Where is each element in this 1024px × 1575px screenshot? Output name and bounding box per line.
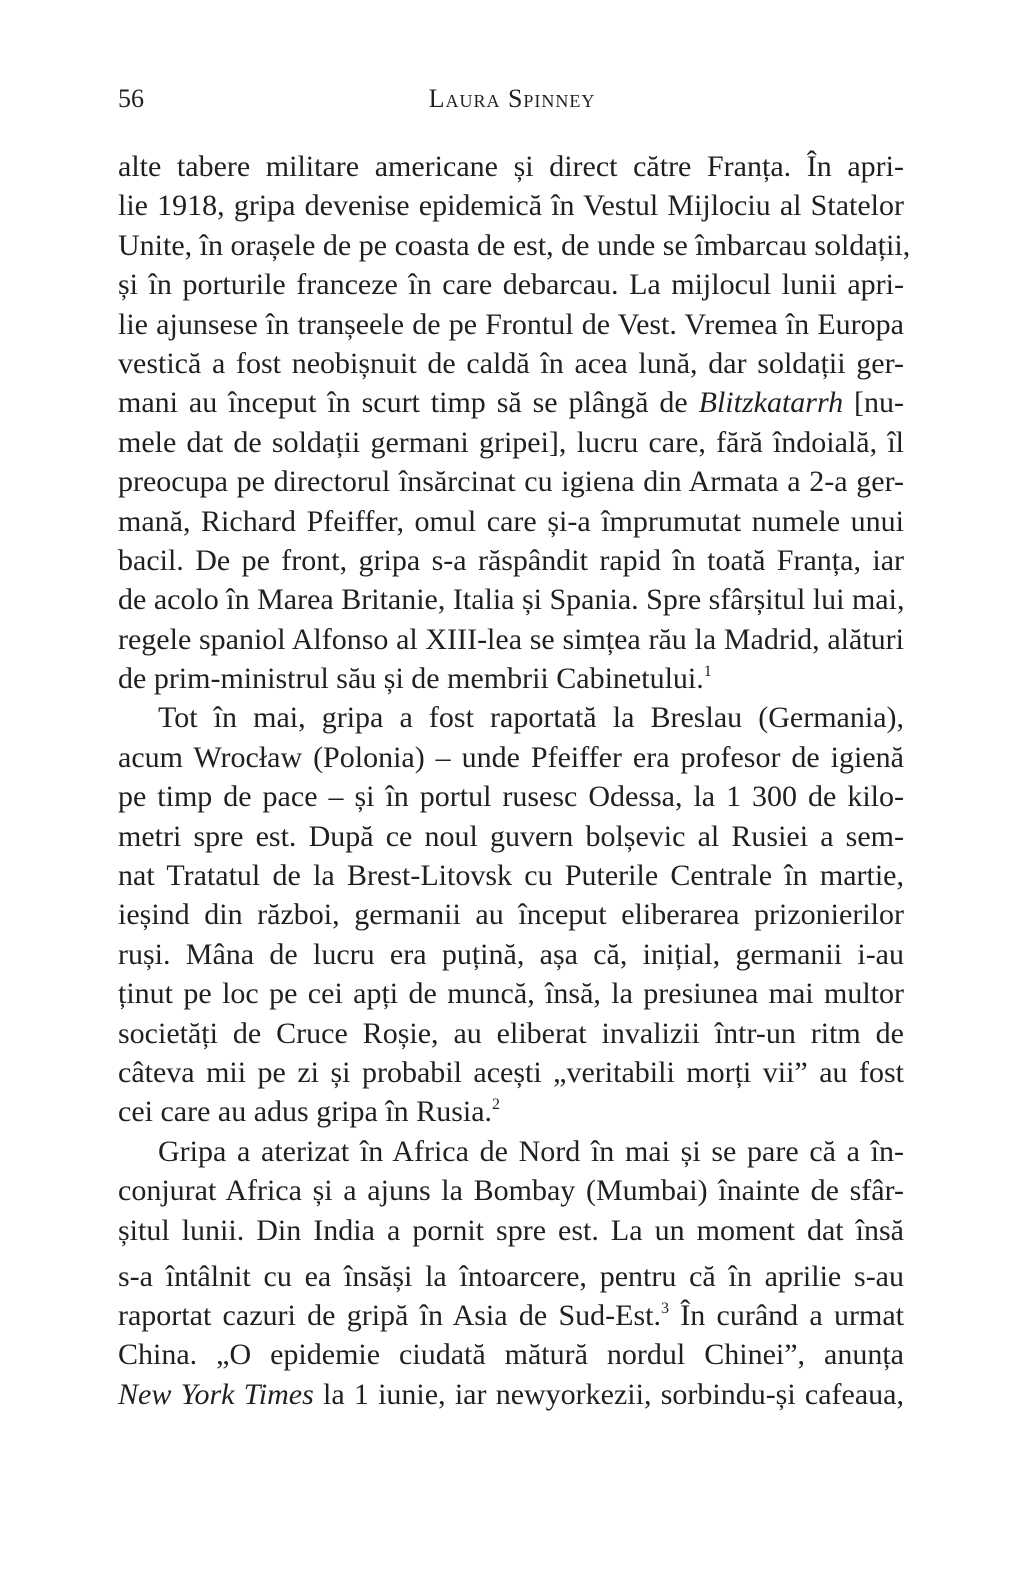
text-segment: cei care au adus gripa în Rusia. xyxy=(118,1095,493,1129)
text-segment: de prim-ministrul său și de membrii Cabinetului. xyxy=(118,662,704,696)
text-line: acum Wrocław (Polonia) – unde Pfeiffer era profesor de igienă xyxy=(118,740,904,774)
italic-title: New York Times xyxy=(118,1377,314,1411)
text-line: vestică a fost neobișnuit de caldă în acea lună, dar soldații ger- xyxy=(118,346,904,380)
text-line xyxy=(118,1297,904,1335)
text-line: societăți de Cruce Roșie, au eliberat invalizii într-un ritm de xyxy=(118,1016,904,1050)
text-line: câteva mii pe zi și probabil acești „veritabili morți vii” au fost xyxy=(118,1055,904,1089)
text-line: regele spaniol Alfonso al XIII-lea se simțea rău la Madrid, alături xyxy=(118,622,904,656)
text-line: alte tabere militare americane și direct către Franța. În apri- xyxy=(118,150,904,183)
running-title: Laura Spinney xyxy=(428,84,596,113)
body-text xyxy=(118,148,911,1415)
text-line: ieșind din război, germanii au început eliberarea prizonierilor xyxy=(118,898,904,932)
text-line: s-a întâlnit cu ea însăși la întoarcere, pentru că în aprilie s-au xyxy=(118,1259,904,1293)
text-line xyxy=(118,1376,904,1414)
text-segment: mani au început în scurt timp să se plângă de xyxy=(118,386,688,420)
footnote-marker: 3 xyxy=(660,1299,669,1317)
text-segment: raportat cazuri de gripă în Asia de Sud-Est. xyxy=(118,1298,661,1332)
footnote-marker: 2 xyxy=(492,1096,501,1114)
text-line: Gripa a aterizat în Africa de Nord în mai și se pare că a în- xyxy=(158,1134,904,1168)
text-line: pe timp de pace – și în portul rusesc Odessa, la 1 300 de kilo- xyxy=(118,780,904,814)
text-line xyxy=(118,660,904,698)
text-line xyxy=(118,384,904,422)
text-line: și în porturile franceze în care debarcau. La mijlocul lunii apri- xyxy=(118,268,904,302)
text-line: mele dat de soldații germani gripei], lucru care, fără îndoială, îl xyxy=(118,425,904,459)
text-line: Tot în mai, gripa a fost raportată la Breslau (Germania), xyxy=(158,701,904,735)
text-line: preocupa pe directorul însărcinat cu igiena din Armata a 2-a ger- xyxy=(118,465,904,499)
text-line: șitul lunii. Din India a pornit spre est. La un moment dat însă xyxy=(118,1213,904,1247)
text-line: de acolo în Marea Britanie, Italia și Spania. Spre sfârșitul lui mai, xyxy=(118,583,905,617)
page-number: 56 xyxy=(118,84,144,113)
text-line: conjurat Africa și a ajuns la Bombay (Mumbai) înainte de sfâr- xyxy=(118,1174,904,1208)
text-line: China. „O epidemie ciudată mătură nordul Chinei”, anunța xyxy=(118,1338,904,1372)
text-line: Unite, în orașele de pe coasta de est, de unde se îmbarcau soldații, xyxy=(118,228,911,262)
text-line: metri spre est. După ce noul guvern bolșevic al Rusiei a sem- xyxy=(118,819,904,853)
text-line: ruși. Mâna de lucru era puțină, așa că, inițial, germanii i-au xyxy=(118,937,904,971)
text-line: mană, Richard Pfeiffer, omul care și-a împrumutat numele unui xyxy=(118,504,904,538)
text-segment: [nu- xyxy=(854,386,905,420)
text-line: lie 1918, gripa devenise epidemică în Vestul Mijlociu al Statelor xyxy=(118,189,904,223)
text-segment: În curând a urmat xyxy=(680,1298,904,1332)
text-line: ținut pe loc pe cei apți de muncă, însă, la presiunea mai multor xyxy=(118,977,904,1011)
text-line xyxy=(118,1093,904,1131)
text-line: lie ajunsese în tranșeele de pe Frontul de Vest. Vremea în Europa xyxy=(118,307,904,341)
page-header xyxy=(118,84,906,118)
text-line: nat Tratatul de la Brest-Litovsk cu Puterile Centrale în martie, xyxy=(118,859,904,893)
text-line: bacil. De pe front, gripa s-a răspândit rapid în toată Franța, iar xyxy=(118,543,904,577)
text-segment: la 1 iunie, iar newyorkezii, sorbindu-și cafeaua, xyxy=(322,1377,904,1411)
italic-term: Blitzkatarrh xyxy=(698,386,844,420)
footnote-marker: 1 xyxy=(703,663,712,681)
